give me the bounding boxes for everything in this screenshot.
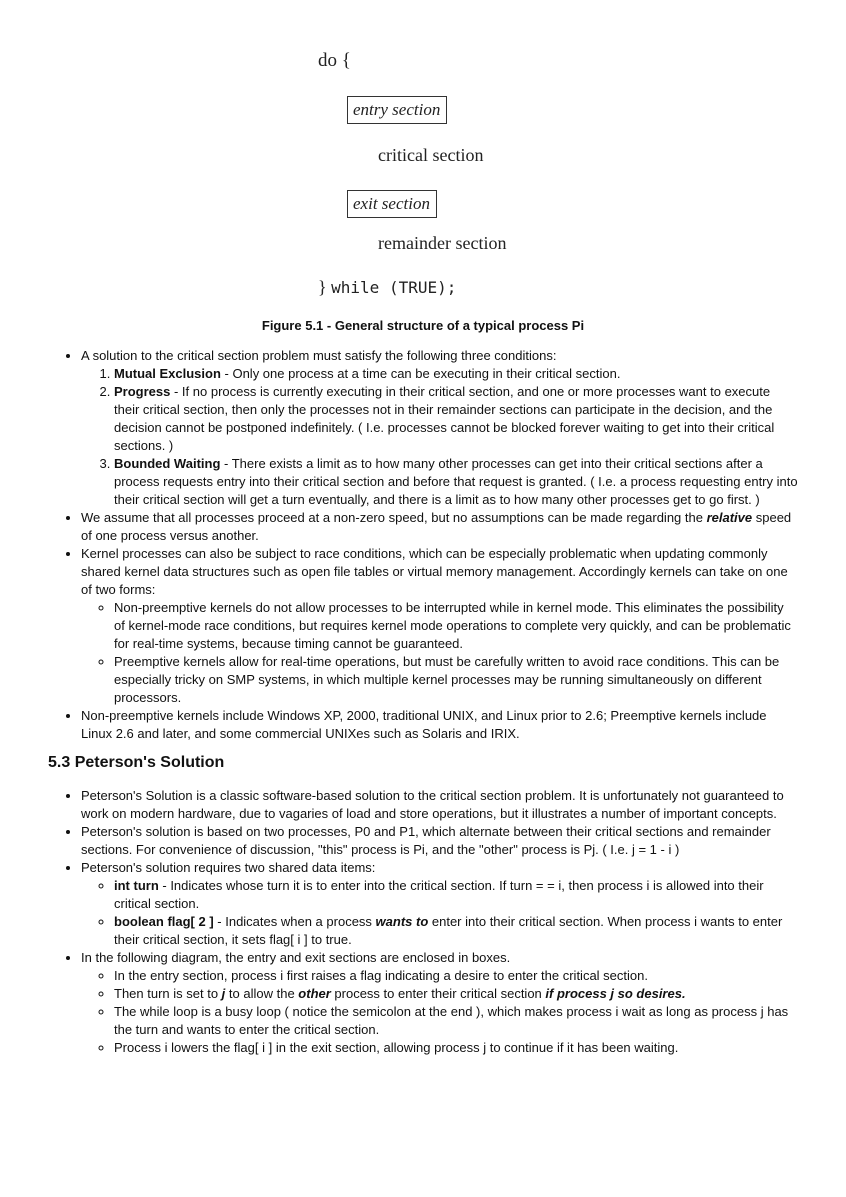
list-item [114, 877, 798, 913]
condition-item [114, 383, 798, 455]
condition-term: Progress [114, 384, 171, 399]
peterson-list [48, 787, 798, 1057]
document-body [48, 347, 798, 1057]
step-text: to allow the [225, 986, 299, 1001]
list-item [114, 913, 798, 949]
kernel-forms-list [81, 599, 798, 707]
list-item: ◦ Non-preemptive kernels do not allow processes to be interrupted while in kernel mode. This eliminates the possibility of kernel-mode race conditions, but requires kernel mode operations to complete very quickly, and can be problematic for real-time systems, because timing cannot be guaranteed. [114, 599, 798, 653]
list-item: ◦ In the entry section, process i first raises a flag indicating a desire to enter the critical section. [114, 967, 798, 985]
list-item [81, 949, 798, 1057]
condition-term: Bounded Waiting [114, 456, 221, 471]
section-heading: 5.3 Peterson's Solution [48, 754, 225, 771]
figure-caption: Figure 5.1 - General structure of a typical process Pi [261, 318, 585, 333]
list-item [81, 859, 798, 949]
entry-section-box: entry section [347, 96, 447, 124]
remainder-section-label: remainder section [378, 233, 507, 253]
condition-item [114, 365, 798, 383]
list-item [81, 347, 798, 509]
kernel-race-text: Kernel processes can also be subject to race conditions, which can be especially problematic when updating commonly shared kernel data structures such as open file tables or virtual memory management. Accordingly kernels can take on one of two forms: [81, 546, 788, 597]
list-item [81, 509, 798, 545]
process-structure-figure [0, 0, 846, 310]
list-item [114, 985, 798, 1003]
condition-text: - Only one process at a time can be executing in their critical section. [220, 366, 621, 381]
condition-term: Mutual Exclusion [114, 366, 221, 381]
closing-brace: } [318, 277, 327, 297]
condition-item [114, 455, 798, 509]
item-text: - Indicates whose turn it is to enter into the critical section. If turn = = i, then process i is allowed into their critical section. [114, 878, 764, 911]
list-item: ◦ Process i lowers the flag[ i ] in the exit section, allowing process j to continue if it has been waiting. [114, 1039, 798, 1057]
list-item: ◦ Preemptive kernels allow for real-time operations, but must be carefully written to avoid race conditions. This can be especially tricky on SMP systems, in which multiple kernel processes may be running simultaneously on different processors. [114, 653, 798, 707]
condition-text: - There exists a limit as to how many other processes can get into their critical sections after a process requests entry into their critical section and before that request is granted. ( I.e. a process requesting entry into their critical section will get a turn eventually, and there is a limit as to how many other processes get to go first. ) [114, 456, 798, 507]
item-term: boolean flag[ 2 ] [114, 914, 214, 929]
while-code: while (TRUE); [331, 278, 457, 297]
intro-list [48, 347, 798, 743]
step-text: Then turn is set to [114, 986, 222, 1001]
item-text: - Indicates when a process [213, 914, 376, 929]
wants-to-emphasis: wants to [375, 914, 429, 929]
if-emphasis: if process j so desires. [545, 986, 686, 1001]
list-item [81, 545, 798, 707]
conditions-list [81, 365, 798, 509]
figure-do-keyword: do { [318, 50, 351, 71]
critical-section-label: critical section [378, 145, 484, 165]
speed-text-end: speed of one process versus another. [81, 510, 792, 543]
shared-data-intro: Peterson's solution requires two shared data items: [81, 860, 376, 875]
list-item: ◦ The while loop is a busy loop ( notice the semicolon at the end ), which makes process i wait as long as process j has the turn and wants to enter the critical section. [114, 1003, 798, 1039]
diagram-steps-list [81, 967, 798, 1057]
speed-text: We assume that all processes proceed at a non-zero speed, but no assumptions can be made regarding the [81, 510, 707, 525]
exit-section-box: exit section [347, 190, 437, 218]
list-item: • Non-preemptive kernels include Windows XP, 2000, traditional UNIX, and Linux prior to 2.6; Preemptive kernels include Linux 2.6 and later, and some commercial UNIXes such as Solaris and IRIX. [81, 707, 798, 743]
step-text: process to enter their critical section [330, 986, 546, 1001]
conditions-intro: A solution to the critical section problem must satisfy the following three conditions: [81, 348, 557, 363]
condition-text: - If no process is currently executing in their critical section, and one or more processes want to execute their critical section, then only the processes not in their remainder sections can participate in the decision, and the decision cannot be postponed indefinitely. ( I.e. processes cannot be blocked forever waiting to get into their critical sections. ) [114, 384, 775, 453]
relative-emphasis: relative [706, 510, 753, 525]
other-emphasis: other [298, 986, 331, 1001]
list-item: • Peterson's Solution is a classic software-based solution to the critical section problem. It is unfortunately not guaranteed to work on modern hardware, due to vagaries of load and store operations, but it illustrates a number of important concepts. [81, 787, 798, 823]
diagram-intro: In the following diagram, the entry and exit sections are enclosed in boxes. [81, 950, 511, 965]
item-text-end: enter into their critical section. When process i wants to enter their critical section, it sets flag[ i ] to true. [114, 914, 783, 947]
list-item: • Peterson's solution is based on two processes, P0 and P1, which alternate between their critical sections and remainder sections. For convenience of discussion, "this" process is Pi, and the "other" process is Pj. ( I.e. j = 1 - i ) [81, 823, 798, 859]
item-term: int turn [114, 878, 159, 893]
shared-data-list [81, 877, 798, 949]
j-emphasis: j [221, 986, 226, 1001]
figure-while-line [318, 277, 456, 298]
